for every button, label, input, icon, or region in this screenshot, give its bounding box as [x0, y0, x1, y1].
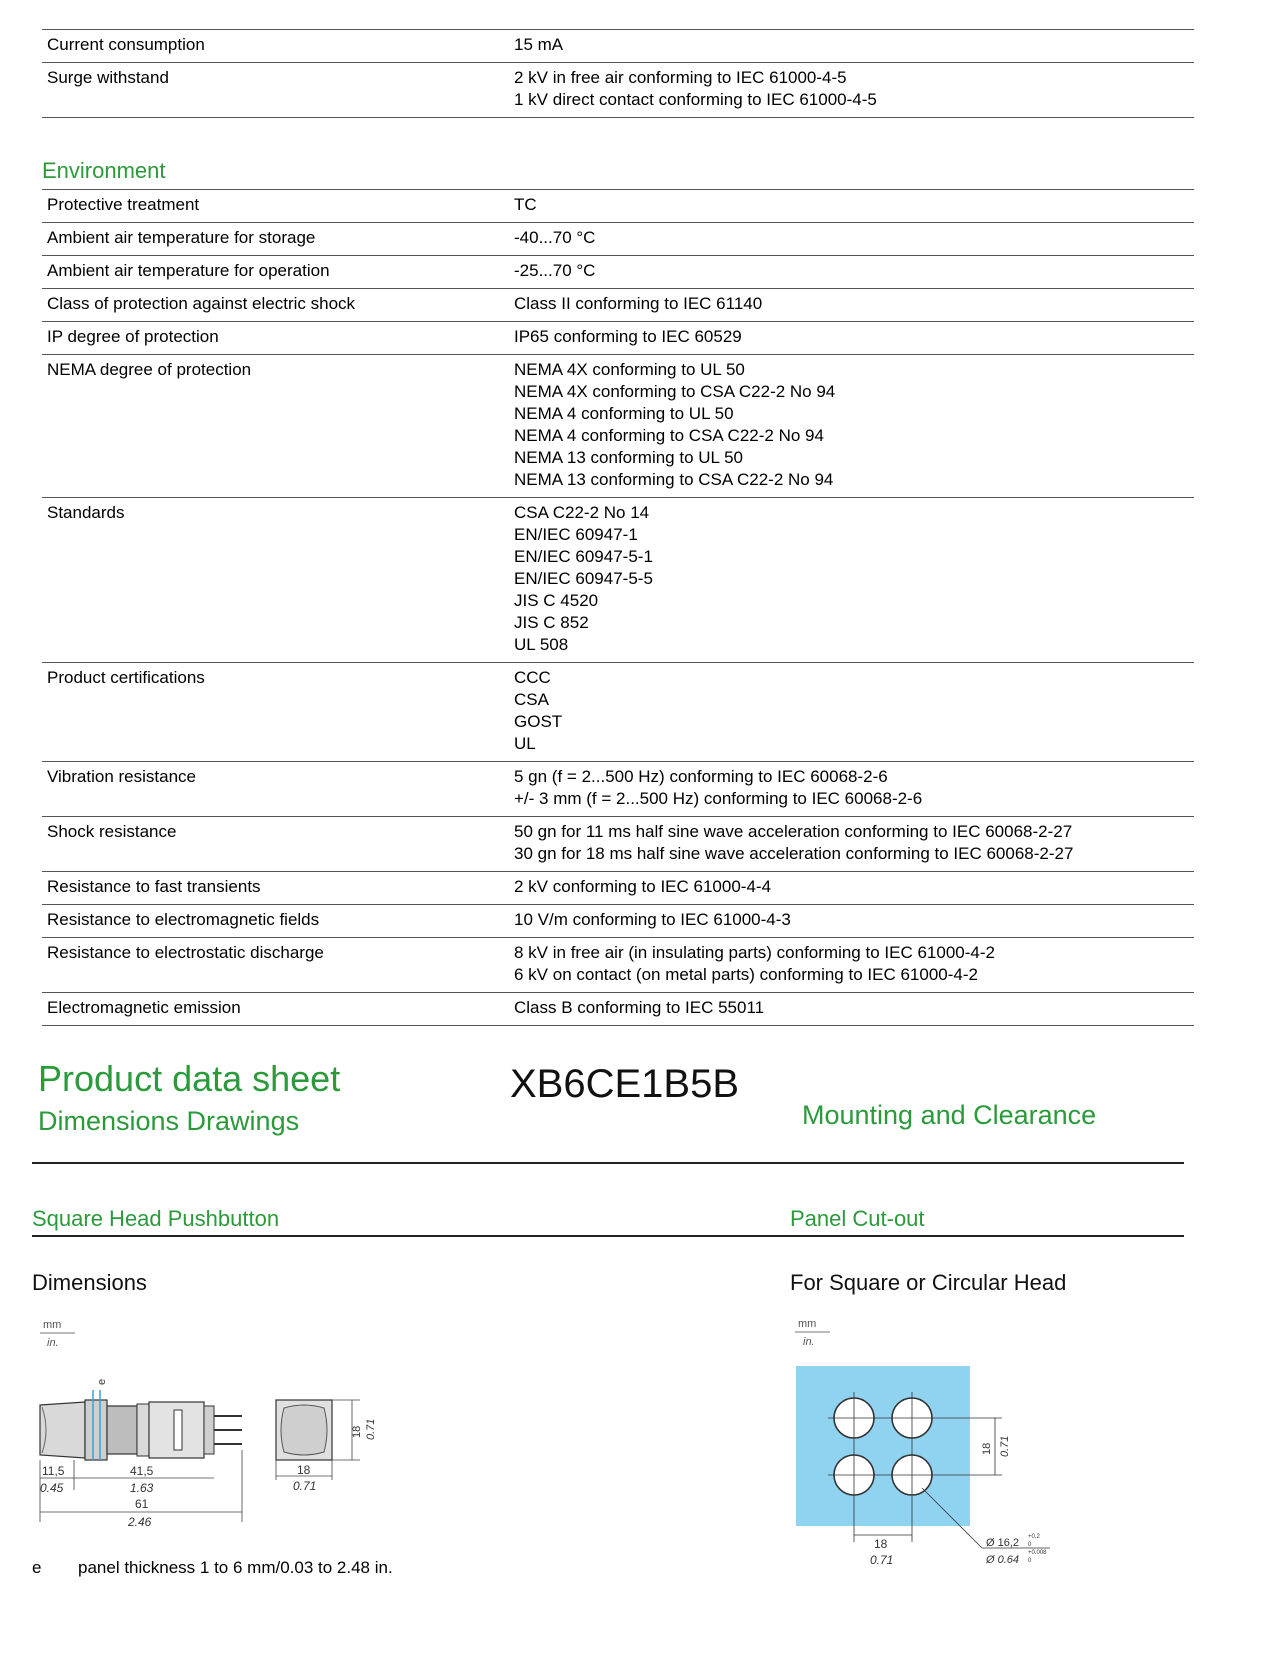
cutout-horizontal-in: 0.71 [870, 1553, 894, 1567]
pushbutton-dimension-drawing [30, 1310, 430, 1550]
dim-61-mm: 61 [135, 1497, 149, 1511]
dim-2-46-in: 2.46 [128, 1515, 152, 1529]
product-reference: XB6CE1B5B [510, 1062, 740, 1106]
spec-value-line: 2 kV conforming to IEC 61000-4-4 [514, 877, 772, 896]
left-heading-rule [32, 1235, 792, 1237]
front-height-mm: 18 [351, 1425, 363, 1438]
spec-row [42, 872, 1194, 905]
footnote-text: panel thickness 1 to 6 mm/0.03 to 2.48 in. [78, 1558, 393, 1577]
dim-0-45-in: 0.45 [40, 1481, 64, 1495]
spec-row [42, 938, 1194, 993]
mounting-clearance-title: Mounting and Clearance [802, 1100, 1097, 1130]
spec-value-line: UL 508 [514, 635, 569, 654]
spec-row [42, 817, 1194, 872]
spec-label: Class of protection against electric shock [47, 294, 356, 313]
unit-mm-label: mm [43, 1319, 62, 1331]
pushbutton-front-view [276, 1400, 332, 1460]
environment-spec-table [42, 189, 1194, 1026]
footnote-symbol: e [32, 1558, 42, 1577]
spec-value-line: 8 kV in free air (in insulating parts) conforming to IEC 61000-4-2 [514, 943, 995, 962]
cutout-unit-in-label: in. [803, 1336, 815, 1348]
spec-value [514, 942, 1194, 986]
spec-value [514, 359, 1194, 491]
spec-row [42, 30, 1194, 63]
spec-label: Protective treatment [47, 195, 200, 214]
front-width-in: 0.71 [293, 1479, 317, 1493]
spec-value-line: Class II conforming to IEC 61140 [514, 294, 763, 313]
spec-value-line: 5 gn (f = 2...500 Hz) conforming to IEC 60068-2-6 [514, 767, 888, 786]
spec-row [42, 223, 1194, 256]
spec-row [42, 663, 1194, 762]
panel-cutout-drawing [790, 1310, 1090, 1567]
spec-value [514, 909, 1194, 931]
spec-label: Shock resistance [47, 822, 177, 841]
spec-value-line: EN/IEC 60947-1 [514, 525, 638, 544]
spec-value [514, 67, 1194, 111]
spec-value-line: CSA C22-2 No 14 [514, 503, 650, 522]
spec-value [514, 260, 1194, 282]
spec-row [42, 905, 1194, 938]
spec-value [514, 34, 1194, 56]
spec-value [514, 502, 1194, 656]
spec-value-line: 15 mA [514, 35, 564, 54]
spec-label: Electromagnetic emission [47, 998, 241, 1017]
spec-value-line: UL [514, 734, 536, 753]
unit-in-label: in. [47, 1337, 59, 1349]
tolerance-in-bottom: 0 [1028, 1558, 1032, 1564]
front-width-mm: 18 [297, 1463, 311, 1477]
spec-value-line: +/- 3 mm (f = 2...500 Hz) conforming to IEC 60068-2-6 [514, 789, 923, 808]
spec-value-line: CCC [514, 668, 551, 687]
spec-label: Resistance to electrostatic discharge [47, 943, 324, 962]
spec-label: Current consumption [47, 35, 205, 54]
electrical-spec-table [42, 30, 1194, 118]
spec-label: Product certifications [47, 668, 205, 687]
spec-label: Ambient air temperature for storage [47, 228, 316, 247]
spec-value-line: JIS C 852 [514, 613, 589, 632]
spec-value [514, 876, 1194, 898]
dim-1-63-in: 1.63 [130, 1481, 154, 1495]
spec-value-line: EN/IEC 60947-5-1 [514, 547, 653, 566]
square-circular-subheading: For Square or Circular Head [790, 1270, 1067, 1295]
spec-value-line: -40...70 °C [514, 228, 596, 247]
spec-value [514, 326, 1194, 348]
spec-value-line: 10 V/m conforming to IEC 61000-4-3 [514, 910, 791, 929]
panel-cutout-heading: Panel Cut-out [790, 1206, 925, 1231]
spec-row [42, 63, 1194, 118]
front-height-in: 0.71 [365, 1418, 377, 1440]
cutout-horizontal-mm: 18 [874, 1537, 888, 1551]
spec-value [514, 194, 1194, 216]
spec-row [42, 355, 1194, 498]
spec-value-line: NEMA 13 conforming to CSA C22-2 No 94 [514, 470, 834, 489]
datasheet-subtitle: Dimensions Drawings [38, 1106, 300, 1136]
spec-value-line: -25...70 °C [514, 261, 596, 280]
spec-label: Standards [47, 503, 125, 522]
pushbutton-side-view [40, 1379, 242, 1460]
dimensions-subheading: Dimensions [32, 1270, 147, 1295]
spec-value-line: 2 kV in free air conforming to IEC 61000-4-5 [514, 68, 847, 87]
tolerance-mm-top: +0,2 [1028, 1534, 1040, 1540]
spec-value-line: NEMA 4X conforming to UL 50 [514, 360, 745, 379]
spec-label: Ambient air temperature for operation [47, 261, 330, 280]
spec-row [42, 322, 1194, 355]
square-head-pushbutton-heading: Square Head Pushbutton [32, 1206, 280, 1231]
spec-value-line: Class B conforming to IEC 55011 [514, 998, 765, 1017]
datasheet-title: Product data sheet [38, 1058, 341, 1099]
cutout-vertical-in: 0.71 [999, 1435, 1011, 1457]
spec-value-line: IP65 conforming to IEC 60529 [514, 327, 742, 346]
spec-value-line: JIS C 4520 [514, 591, 599, 610]
spec-value [514, 667, 1194, 755]
spec-row [42, 498, 1194, 663]
spec-value [514, 293, 1194, 315]
spec-label: Vibration resistance [47, 767, 196, 786]
spec-label: Surge withstand [47, 68, 169, 87]
right-heading-rule [790, 1235, 1184, 1237]
spec-value-line: 1 kV direct contact conforming to IEC 61000-4-5 [514, 90, 877, 109]
spec-value-line: 50 gn for 11 ms half sine wave acceleration conforming to IEC 60068-2-27 [514, 822, 1073, 841]
spec-value-line: NEMA 4 conforming to UL 50 [514, 404, 734, 423]
section-title-environment: Environment [42, 158, 166, 183]
spec-value [514, 821, 1194, 865]
spec-row [42, 289, 1194, 322]
tolerance-mm-bottom: 0 [1028, 1542, 1032, 1548]
spec-value-line: 30 gn for 18 ms half sine wave acceleration conforming to IEC 60068-2-27 [514, 844, 1074, 863]
spec-value-line: NEMA 13 conforming to UL 50 [514, 448, 743, 467]
spec-value-line: NEMA 4X conforming to CSA C22-2 No 94 [514, 382, 836, 401]
dim-11-5-mm: 11,5 [42, 1464, 65, 1478]
panel-plate [796, 1366, 970, 1526]
spec-value-line: NEMA 4 conforming to CSA C22-2 No 94 [514, 426, 824, 445]
spec-label: NEMA degree of protection [47, 360, 252, 379]
spec-label: Resistance to electromagnetic fields [47, 910, 320, 929]
hole-diameter-in: Ø 0.64 [986, 1554, 1020, 1566]
spec-value [514, 997, 1194, 1019]
cutout-unit-mm-label: mm [798, 1318, 817, 1330]
dim-41-5-mm: 41,5 [130, 1464, 154, 1478]
spec-row [42, 189, 1194, 223]
tolerance-in-top: +0.008 [1028, 1550, 1047, 1556]
panel-e-label: e [96, 1378, 108, 1385]
spec-value-line: TC [514, 195, 537, 214]
spec-value [514, 766, 1194, 810]
header-divider [32, 1162, 1184, 1164]
cutout-vertical-mm: 18 [981, 1442, 993, 1455]
spec-value-line: CSA [514, 690, 549, 709]
spec-label: IP degree of protection [47, 327, 219, 346]
spec-value-line: 6 kV on contact (on metal parts) conforming to IEC 61000-4-2 [514, 965, 978, 984]
spec-row [42, 256, 1194, 289]
spec-label: Resistance to fast transients [47, 877, 261, 896]
spec-row [42, 762, 1194, 817]
hole-diameter-mm: Ø 16,2 [986, 1537, 1020, 1549]
spec-value-line: GOST [514, 712, 563, 731]
spec-value [514, 227, 1194, 249]
spec-value-line: EN/IEC 60947-5-5 [514, 569, 653, 588]
spec-row [42, 993, 1194, 1026]
